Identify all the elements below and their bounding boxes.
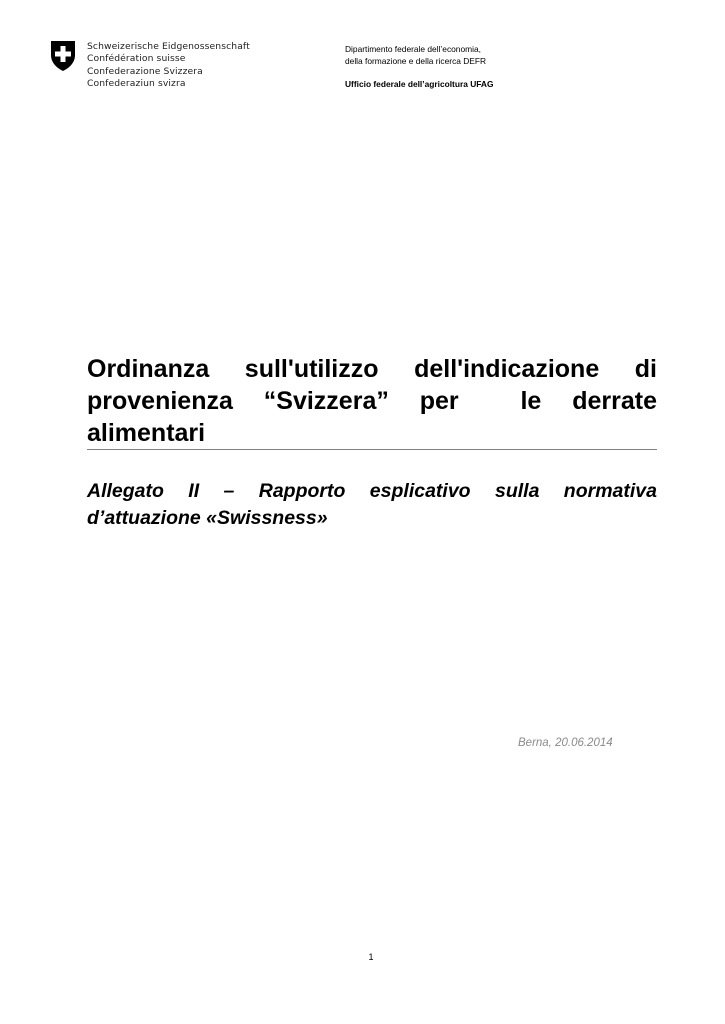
document-date: Berna, 20.06.2014 [518, 737, 613, 749]
title-line-3: alimentari [87, 419, 206, 447]
confederation-name-romansh: Confederaziun svizra [87, 78, 186, 90]
confederation-name-french: Confédération suisse [87, 53, 186, 65]
document-title [87, 353, 657, 449]
department-name [345, 43, 486, 67]
document-subtitle [87, 478, 657, 532]
office-name: Ufficio federale dell’agricoltura UFAG [345, 79, 494, 89]
swiss-coat-of-arms-icon [50, 40, 76, 72]
title-line-2: provenienza “Svizzera” per le derrate [87, 387, 657, 415]
title-divider [87, 449, 657, 450]
subtitle-line-2: d’attuazione «Swissness» [87, 507, 328, 529]
department-line-2: della formazione e della ricerca DEFR [345, 56, 487, 66]
confederation-names [87, 41, 250, 91]
subtitle-line-1: Allegato II – Rapporto esplicativo sulla normativa [87, 480, 657, 502]
title-line-1: Ordinanza sull'utilizzo dell'indicazione di [87, 355, 657, 383]
page-number: 1 [368, 952, 374, 962]
confederation-name-italian: Confederazione Svizzera [87, 65, 203, 77]
department-line-1: Dipartimento federale dell’economia, [345, 44, 481, 54]
confederation-name-german: Schweizerische Eidgenossenschaft [87, 41, 250, 52]
